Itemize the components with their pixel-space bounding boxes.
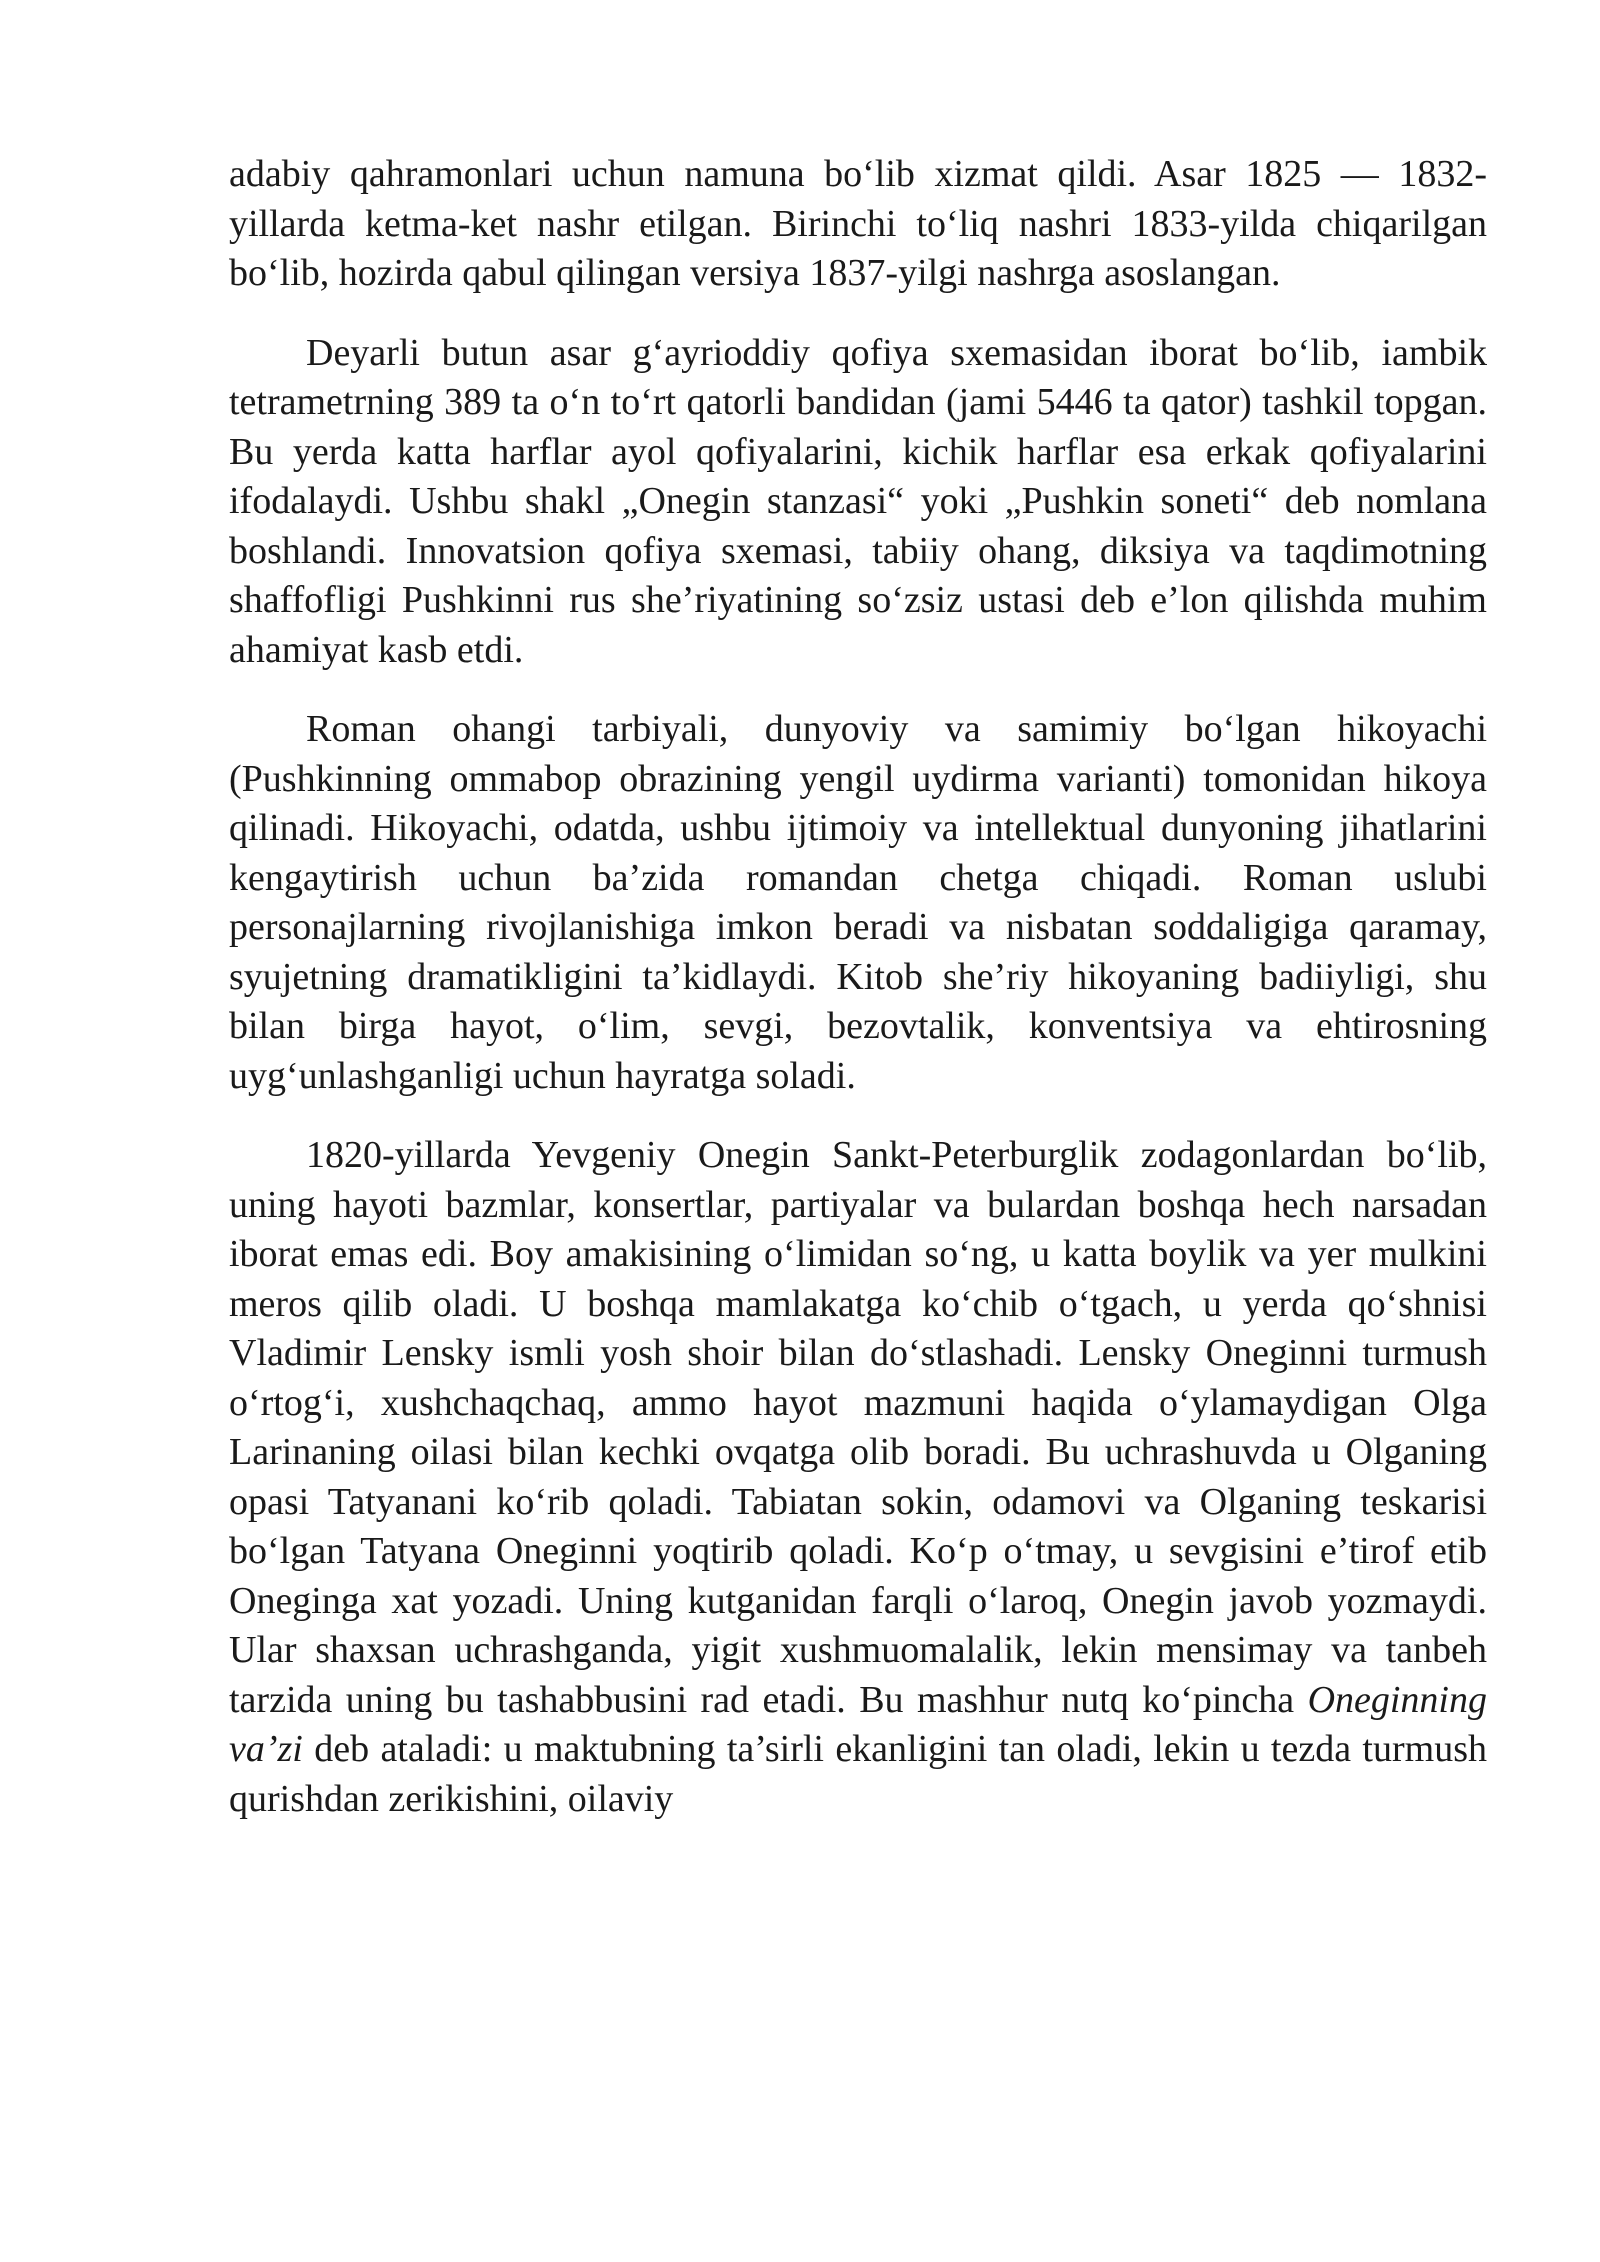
- document-page: [229, 150, 1487, 1854]
- paragraph-3: Roman ohangi tarbiyali, dunyoviy va samimiy bo‘lgan hikoyachi (Pushkinning ommabop obrazining yengil uydirma varianti) tomonidan hikoya qilinadi. Hikoyachi, odatda, ushbu ijtimoiy va intellektual dunyoning jihatlarini kengaytirish uchun ba’zida romandan chetga chiqadi. Roman uslubi personajlarning rivojlanishiga imkon beradi va nisbatan soddaligiga qaramay, syujetning dramatikligini ta’kidlaydi. Kitob she’riy hikoyaning badiiyligi, shu bilan birga hayot, o‘lim, sevgi, bezovtalik, konventsiya va ehtirosning uyg‘unlashganligi uchun hayratga soladi.: [229, 708, 1487, 1097]
- paragraph-4-text-before: 1820-yillarda Yevgeniy Onegin Sankt-Peterburglik zodagonlardan bo‘lib, uning hayoti bazmlar, konsertlar, partiyalar va bulardan boshqa hech narsadan iborat emas edi. Boy amakisining o‘limidan so‘ng, u katta boylik va yer mulkini meros qilib oladi. U boshqa mamlakatga ko‘chib o‘tgach, u yerda qo‘shnisi Vladimir Lensky ismli yosh shoir bilan do‘stlashadi. Lensky Oneginni turmush o‘rtog‘i, xushchaqchaq, ammo hayot mazmuni haqida o‘ylamaydigan Olga Larinaning oilasi bilan kechki ovqatga olib boradi. Bu uchrashuvda u Olganing opasi Tatyanani ko‘rib qoladi. Tabiatan sokin, odamovi va Olganing teskarisi bo‘lgan Tatyana Oneginni yoqtirib qoladi. Ko‘p o‘tmay, u sevgisini e’tirof etib Oneginga xat yozadi. Uning kutganidan farqli o‘laroq, Onegin javob yozmaydi. Ular shaxsan uchrashganda, yigit xushmuomalalik, lekin mensimay va tanbeh tarzida uning bu tashabbusini rad etadi. Bu mashhur nutq ko‘pincha: [229, 1134, 1487, 1721]
- paragraph-4-text-after: deb ataladi: u maktubning ta’sirli ekanligini tan oladi, lekin u tezda turmush qurishdan zerikishini, oilaviy: [229, 1728, 1487, 1820]
- paragraph-1: adabiy qahramonlari uchun namuna bo‘lib xizmat qildi. Asar 1825 — 1832-yillarda ketma-ket nashr etilgan. Birinchi to‘liq nashri 1833-yilda chiqarilgan bo‘lib, hozirda qabul qilingan versiya 1837-yilgi nashrga asoslangan.: [229, 153, 1487, 294]
- paragraph-4: [229, 1131, 1487, 1824]
- paragraph-4-emphasis: Oneginning va’zi: [229, 1678, 1487, 1770]
- paragraph-2: Deyarli butun asar g‘ayrioddiy qofiya sxemasidan iborat bo‘lib, iambik tetrametrning 389 ta o‘n to‘rt qatorli bandidan (jami 5446 ta qator) tashkil topgan. Bu yerda katta harflar ayol qofiyalarini, kichik harflar esa erkak qofiyalarini ifodalaydi. Ushbu shakl „Onegin stanzasi“ yoki „Pushkin soneti“ deb nomlana boshlandi. Innovatsion qofiya sxemasi, tabiiy ohang, diksiya va taqdimotning shaffofligi Pushkinni rus she’riyatining so‘zsiz ustasi deb e’lon qilishda muhim ahamiyat kasb etdi.: [229, 331, 1487, 671]
